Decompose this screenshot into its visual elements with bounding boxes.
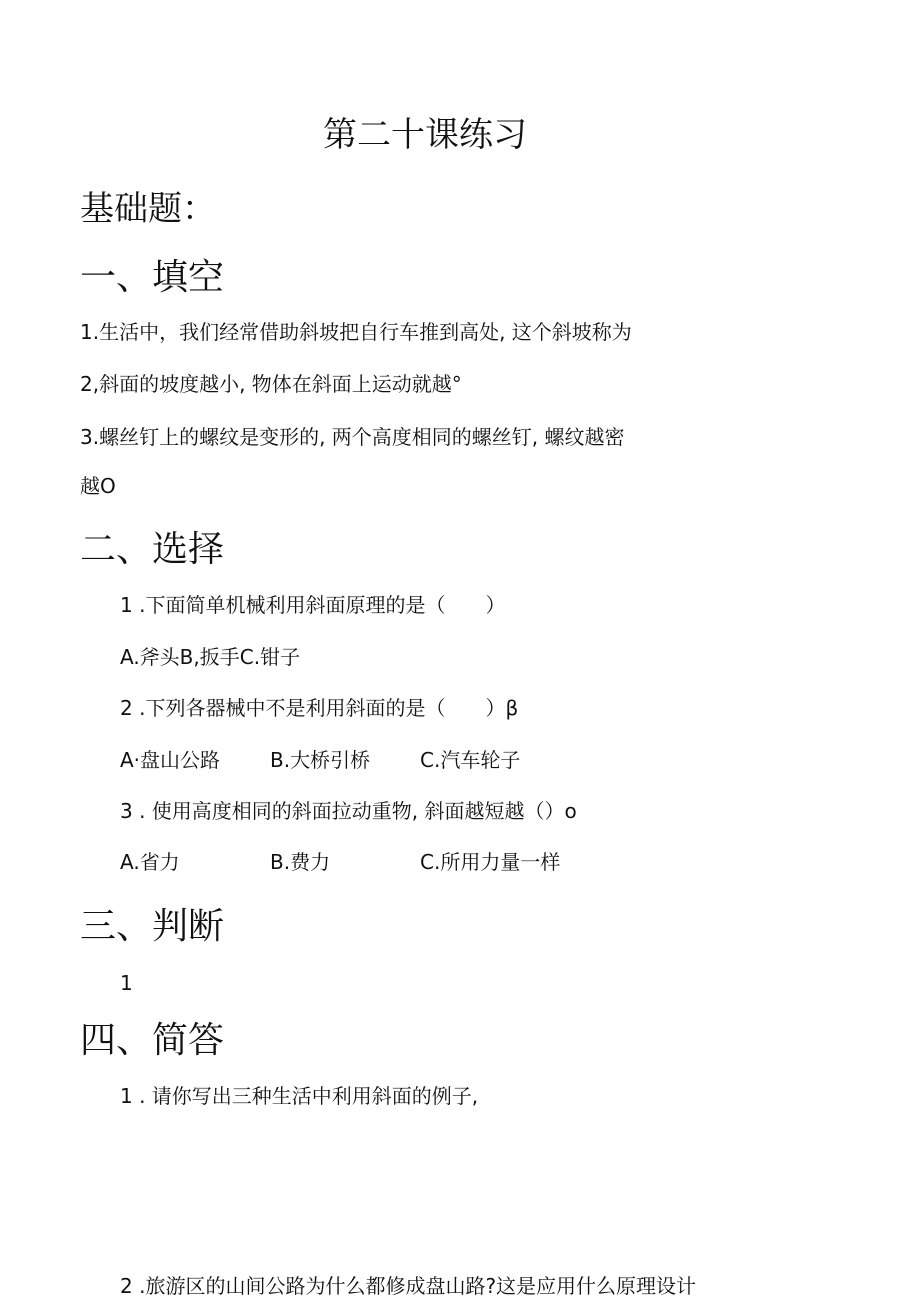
short-question-1: 1 . 请你写出三种生活中利用斜面的例子, xyxy=(120,1084,479,1108)
section-heading-choice: 二、选择 xyxy=(80,529,225,570)
section-heading-short: 四、简答 xyxy=(80,1020,225,1061)
choice-question-2-option-c: C.汽车轮子 xyxy=(420,748,521,772)
choice-question-2-option-b: B.大桥引桥 xyxy=(270,748,371,772)
choice-question-1: 1 .下面简单机械利用斜面原理的是（ ） xyxy=(120,593,506,617)
basic-heading: 基础题： xyxy=(80,189,216,229)
fill-question-3: 3.螺丝钉上的螺纹是变形的, 两个高度相同的螺丝钉, 螺纹越密 xyxy=(80,425,625,449)
fill-question-2: 2,斜面的坡度越小, 物体在斜面上运动就越° xyxy=(80,372,462,396)
choice-question-2: 2 .下列各器械中不是利用斜面的是（ ）β xyxy=(120,696,519,720)
section-heading-judge: 三、判断 xyxy=(80,906,225,947)
short-question-2: 2 .旅游区的山间公路为什么都修成盘山路?这是应用什么原理设计 xyxy=(120,1274,697,1298)
choice-question-3-option-b: B.费力 xyxy=(270,850,331,874)
fill-question-3-continued: 越O xyxy=(80,474,116,498)
choice-question-2-option-a: A·盘山公路 xyxy=(120,748,221,772)
fill-question-1: 1.生活中，我们经常借助斜坡把自行车推到高处, 这个斜坡称为 xyxy=(80,320,632,344)
choice-question-3-option-c: C.所用力量一样 xyxy=(420,850,561,874)
choice-question-3-option-a: A.省力 xyxy=(120,850,180,874)
page-title: 第二十课练习 xyxy=(323,115,527,155)
choice-question-3: 3 . 使用高度相同的斜面拉动重物, 斜面越短越（）o xyxy=(120,799,577,823)
section-heading-fill: 一、填空 xyxy=(80,257,225,298)
judge-question-1: 1 xyxy=(120,971,133,995)
choice-question-1-options: A.斧头B,扳手C.钳子 xyxy=(120,645,301,669)
